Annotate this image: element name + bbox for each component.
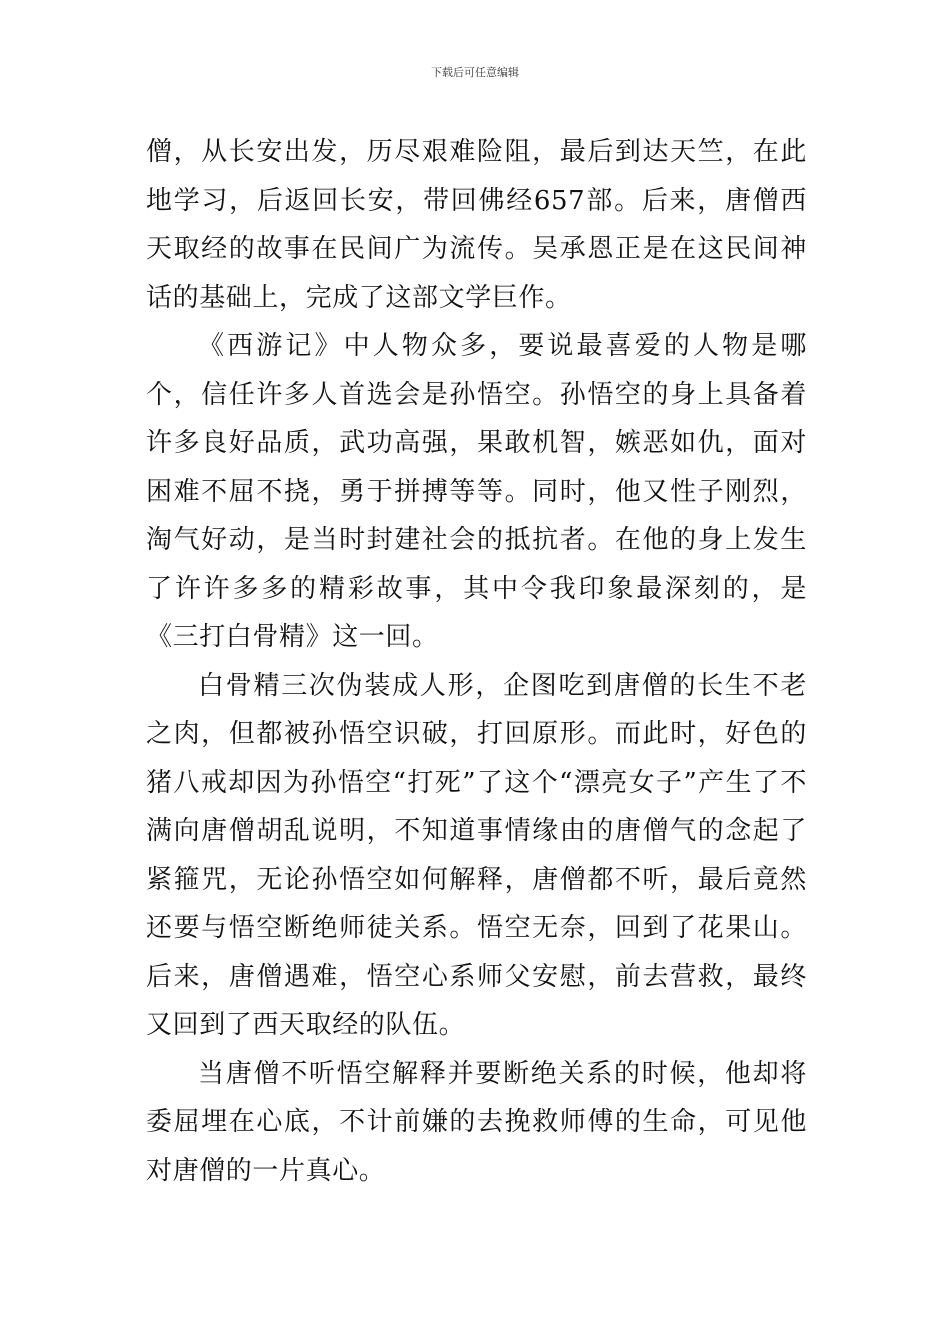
paragraph-continued: 僧，从长安出发，历尽艰难险阻，最后到达天竺，在此地学习，后返回长安，带回佛经657部。后来，唐僧西天取经的故事在民间广为流传。吴承恩正是在这民间神话的基础上，完成了这部文学巨作。 [146, 137, 807, 313]
paragraph: 当唐僧不听悟空解释并要断绝关系的时候，他却将委屈埋在心底，不计前嫌的去挽救师傅的生命，可见他对唐僧的一片真心。 [146, 1058, 807, 1186]
paragraph: 《西游记》中人物众多，要说最喜爱的人物是哪个，信任许多人首选会是孙悟空。孙悟空的身上具备着许多良好品质，武功高强，果敢机智，嫉恶如仇，面对困难不屈不挠，勇于拼搏等等。同时，他又性子刚烈，淘气好动，是当时封建社会的抵抗者。在他的身上发生了许许多多的精彩故事，其中令我印象最深刻的，是《三打白骨精》这一回。 [146, 331, 807, 652]
paragraph: 白骨精三次伪装成人形，企图吃到唐僧的长生不老之肉，但都被孙悟空识破，打回原形。而此时，好色的猪八戒却因为孙悟空“打死”了这个“漂亮女子”产生了不满向唐僧胡乱说明，不知道事情缘由的唐僧气的念起了紧箍咒，无论孙悟空如何解释，唐僧都不听，最后竟然还要与悟空断绝师徒关系。悟空无奈，回到了花果山。后来，唐僧遇难，悟空心系师父安慰，前去营救，最终又回到了西天取经的队伍。 [146, 670, 807, 1040]
document-body [146, 128, 807, 1195]
page-header-note: 下载后可任意编辑 [431, 66, 519, 79]
